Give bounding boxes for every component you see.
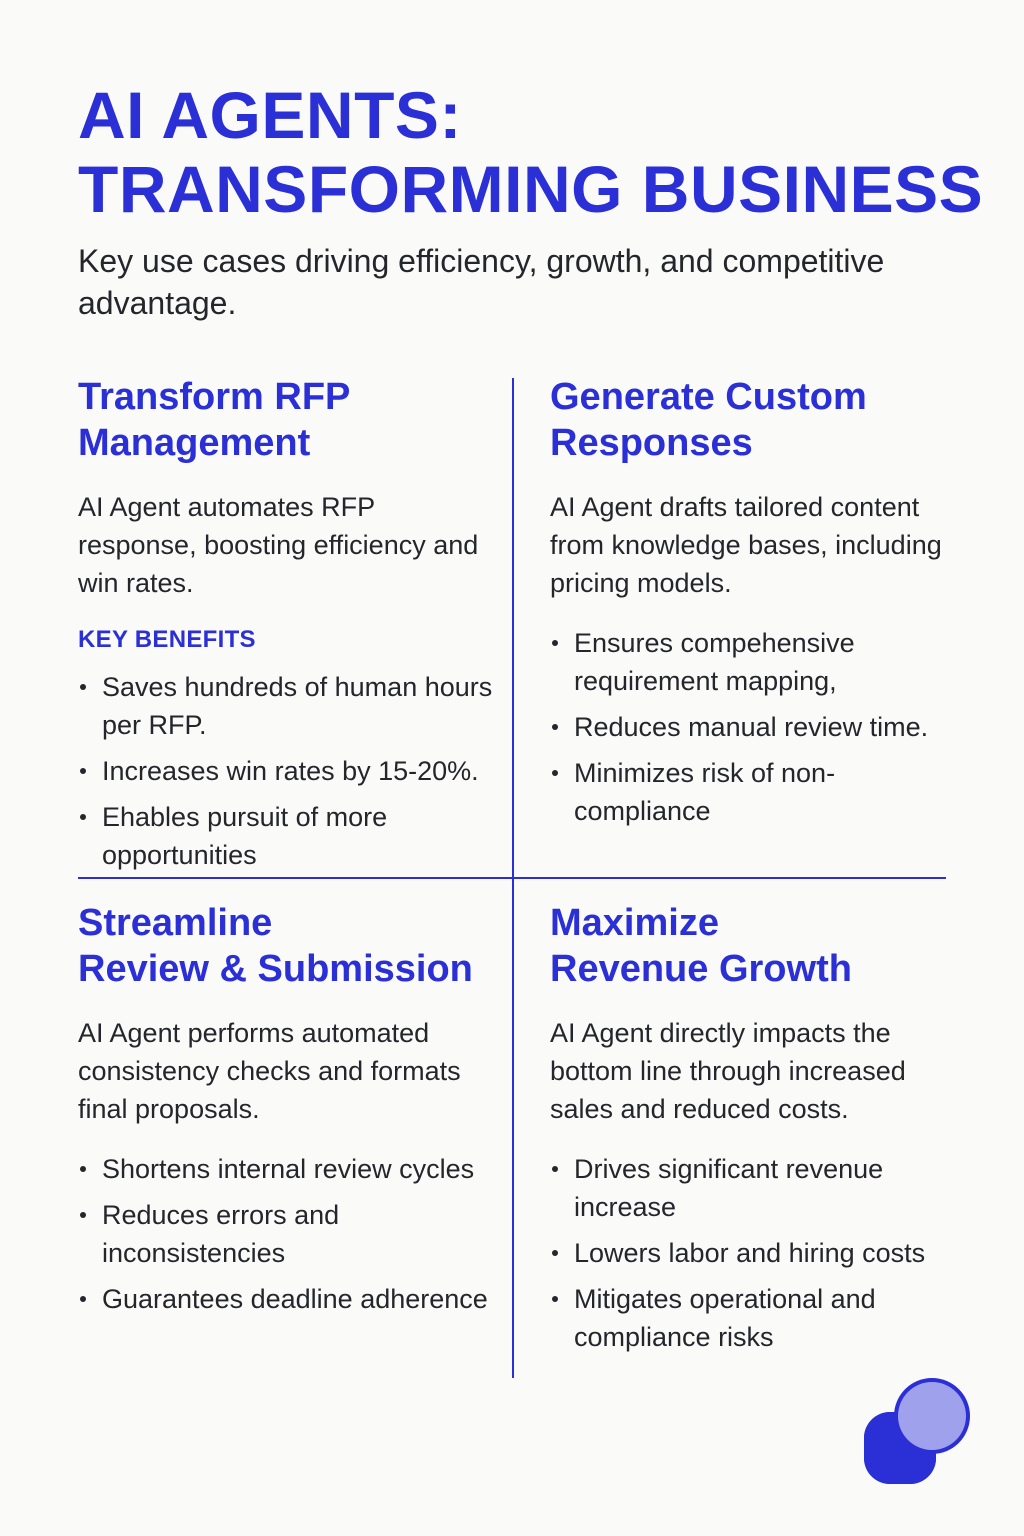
bullet-icon [552,640,558,646]
benefit-list [78,1150,498,1318]
bullet-icon [552,770,558,776]
page-title-line-2: TRANSFORMING BUSINESS [78,152,984,226]
list-item [550,1150,970,1226]
card-title [550,900,970,992]
card-transform-rfp-management [78,374,498,882]
bullet-icon [80,768,86,774]
list-item [550,1234,970,1272]
page-title-line-1: AI AGENTS: [78,78,462,152]
bullet-icon [552,724,558,730]
list-item-text: Drives significant revenue increase [574,1154,884,1222]
card-description: AI Agent directly impacts the bottom line through increased sales and reduced costs. [550,1018,906,1124]
logo-circle-overlay [898,1382,966,1450]
card-title-line-2: Responses [550,422,753,464]
list-item-text: Reduces errors and inconsistencies [102,1200,340,1268]
card-title-line-1: Generate Custom [550,376,867,418]
page-title [78,78,998,226]
card-title-line-1: Maximize [550,902,719,944]
benefit-list [550,1150,970,1356]
list-item [78,752,498,790]
list-item-text: Lowers labor and hiring costs [574,1238,926,1268]
list-item [78,1196,498,1272]
bullet-icon [552,1296,558,1302]
card-description: AI Agent automates RFP response, boosting efficiency and win rates. [78,492,479,598]
card-maximize-revenue-growth [550,900,970,1364]
card-description: AI Agent drafts tailored content from knowledge bases, including pricing models. [550,492,942,598]
card-title-line-2: Management [78,422,311,464]
bullet-icon [80,814,86,820]
list-item-text: Minimizes risk of non-compliance [574,758,836,826]
bullet-icon [80,684,86,690]
card-title-line-2: Review & Submission [78,948,473,990]
list-item-text: Mitigates operational and compliance risks [574,1284,876,1352]
overlapping-circles-logo-icon [862,1376,974,1488]
bullet-icon [80,1166,86,1172]
card-title [550,374,970,466]
bullet-icon [80,1296,86,1302]
card-generate-custom-responses [550,374,970,838]
key-benefits-label: KEY BENEFITS [78,626,256,653]
card-title-line-1: Streamline [78,902,273,944]
list-item [550,1280,970,1356]
card-streamline-review-submission [78,900,498,1326]
bullet-icon [552,1250,558,1256]
bullet-icon [552,1166,558,1172]
list-item-text: Shortens internal review cycles [102,1154,475,1184]
list-item [78,1280,498,1318]
card-title [78,374,498,466]
list-item [550,754,970,830]
list-item-text: Reduces manual review time. [574,712,929,742]
list-item [550,708,970,746]
list-item [78,798,498,874]
bullet-icon [80,1212,86,1218]
benefit-list [550,624,970,830]
list-item-text: Ensures compehensive requirement mapping, [574,628,855,696]
card-title-line-1: Transform RFP [78,376,351,418]
card-description: AI Agent performs automated consistency checks and formats final proposals. [78,1018,461,1124]
benefit-list [78,668,498,874]
list-item [78,668,498,744]
card-title [78,900,498,992]
list-item [78,1150,498,1188]
list-item [550,624,970,700]
card-title-line-2: Revenue Growth [550,948,852,990]
list-item-text: Saves hundreds of human hours per RFP. [102,672,493,740]
list-item-text: Increases win rates by 15-20%. [102,756,479,786]
list-item-text: Ehables pursuit of more opportunities [102,802,388,870]
page-subtitle: Key use cases driving efficiency, growth, and competitive advantage. [78,243,885,321]
list-item-text: Guarantees deadline adherence [102,1284,488,1314]
